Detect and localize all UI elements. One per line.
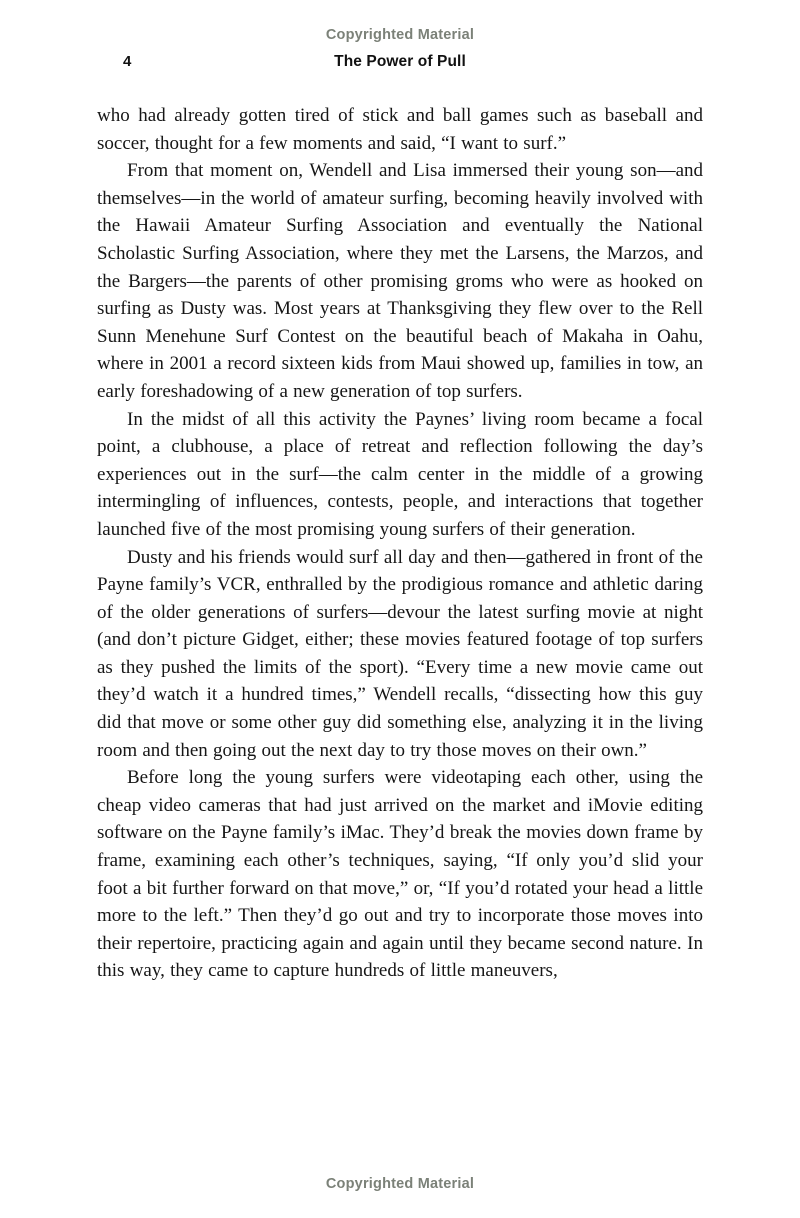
copyright-notice-bottom: Copyrighted Material bbox=[325, 1176, 475, 1192]
running-header-title: The Power of Pull bbox=[334, 53, 466, 70]
body-paragraph: who had already gotten tired of stick and ball games such as baseball and soccer, thought for a few moments and said, “I want to surf.” bbox=[97, 105, 703, 154]
running-header bbox=[97, 53, 703, 73]
body-paragraph: Dusty and his friends would surf all day and then—gathered in front of the Payne family’s VCR, enthralled by the prodigious romance and athletic daring of the older generations of surfers—devour the latest surfing movie at night (and don’t picture Gidget, either; these movies featured footage of top surfers as they pushed the limits of the sport). “Every time a new movie came out they’d watch it a hundred times,” Wendell recalls, “dissecting how this guy did that move or some other guy did something else, analyzing it in the living room and then going out the next day to try those moves on their own.” bbox=[97, 546, 703, 761]
page-number: 4 bbox=[123, 53, 132, 70]
body-paragraph: In the midst of all this activity the Paynes’ living room became a focal point, a clubhouse, a place of retreat and reflection following the day’s experiences out in the surf—the calm center in the middle of a growing intermingling of influences, contests, people, and interactions that together launched five of the most promising young surfers of their generation. bbox=[97, 408, 703, 540]
body-paragraph: Before long the young surfers were videotaping each other, using the cheap video cameras that had just arrived on the market and iMovie editing software on the Payne family’s iMac. They’d break the movies down frame by frame, examining each other’s techniques, saying, “If only you’d slid your foot a bit further forward on that move,” or, “If you’d rotated your head a little more to the left.” Then they’d go out and try to incorporate those moves into their repertoire, practicing again and again until they became second nature. In this way, they came to capture hundreds of little maneuvers, bbox=[97, 767, 703, 982]
body-text-block bbox=[97, 102, 703, 985]
body-paragraph: From that moment on, Wendell and Lisa immersed their young son—and themselves—in the world of amateur surfing, becoming heavily involved with the Hawaii Amateur Surfing Association and eventually the National Scholastic Surfing Association, where they met the Larsens, the Marzos, and the Bargers—the parents of other promising groms who were as hooked on surfing as Dusty was. Most years at Thanksgiving they flew over to the Rell Sunn Menehune Surf Contest on the beautiful beach of Makaha in Oahu, where in 2001 a record sixteen kids from Maui showed up, families in tow, an early foreshadowing of a new generation of top surfers. bbox=[97, 160, 703, 402]
copyright-notice-top: Copyrighted Material bbox=[325, 27, 475, 43]
